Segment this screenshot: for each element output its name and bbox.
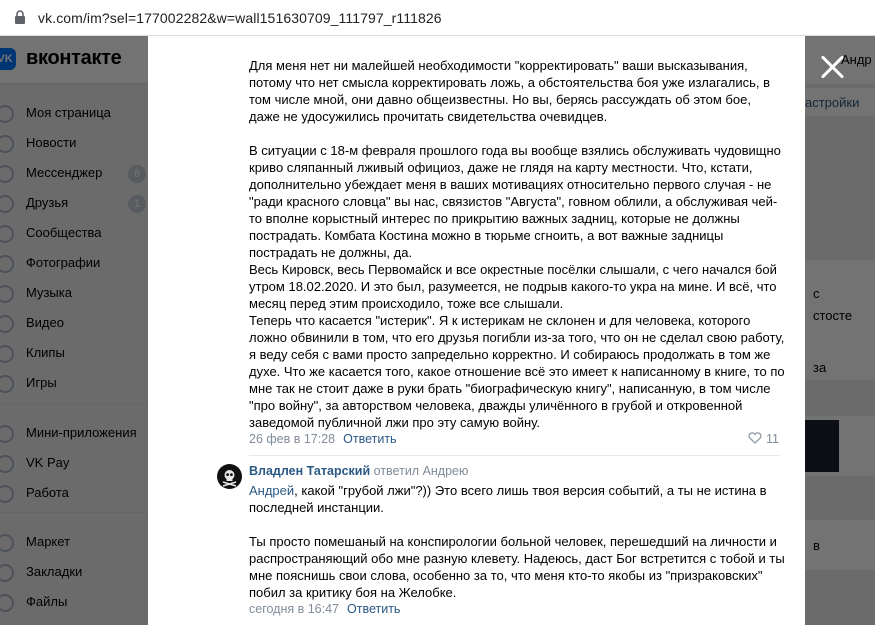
comment-body [249, 57, 785, 431]
post-modal [148, 36, 805, 625]
reply-meta [249, 602, 400, 616]
reply-button[interactable]: Ответить [343, 432, 397, 446]
comment-meta [249, 432, 397, 446]
comment-divider [249, 455, 780, 456]
heart-icon [748, 432, 762, 444]
reply-paragraph [249, 482, 785, 516]
skull-icon [217, 464, 242, 489]
reply-date[interactable]: сегодня в 16:47 [249, 602, 339, 616]
reply-button[interactable]: Ответить [347, 602, 401, 616]
comment-paragraph: В ситуации с 18-м февраля прошлого года вы вообще взялись обслуживать чудовищно криво сляпанный лживый официоз, даже не глядя на карту местности. Что, кстати, дополнительно убеждает меня в ваших мотивациях относительно первого случая - не "ради красного словца" вы нас, связистов "Августа", говном облили, а обслуживая чей-то вполне корыстный интерес по прикрытию важных задниц, которые не должны пострадать. Комбата Костина можно в тюрьме сгноить, а вот важные задницы пострадать не должны, да. Весь Кировск, весь Первомайск и все окрестные посёлки слышали, с чего начался бой утром 18.02.2020. И это был, разумеется, не подрыв какого-то укра на мине. И всё, что месяц перед этим происходило, тоже все слышали. Теперь что касается "истерик". Я к истерикам не склонен и для человека, которого ложно обвинили в том, что его друзья погибли из-за того, что он не сделал свою работу, я веду себя с вами просто запредельно корректно. И собираюсь продолжать в том же духе. Что же касается того, какое отношение всё это имеет к написанному в книге, то по мне так не стоит даже в руки брать "биографическую книгу", написанную, в том числе "про войну", за авторством человека, дважды уличённого в грубой и откровенной заведомой публичной лжи про эту самую войну. [249, 143, 785, 430]
browser-address-bar[interactable] [0, 0, 875, 36]
reply-author-line [249, 464, 468, 478]
reply-body [249, 482, 785, 601]
close-icon[interactable] [820, 54, 846, 80]
reply-paragraph: Ты просто помешаный на конспирологии больной человек, перешедший на личности и распространяющий обо мне разную клевету. Надеюсь, даст Бог встретится с тобой и ты мне пояснишь свои слова, особенно за то, что меня кто-то якобы из "призраковских" побил за критику боя на Желобке. [249, 534, 785, 600]
reply-text: , какой "грубой лжи"?)) Это всего лишь твоя версия событий, а ты не истина в последней инстанции. [249, 483, 767, 515]
replied-to: ответил Андрею [373, 464, 469, 478]
comment-date[interactable]: 26 фев в 17:28 [249, 432, 336, 446]
mention-link[interactable]: Андрей [249, 483, 295, 498]
url-text[interactable]: vk.com/im?sel=177002282&w=wall151630709_111797_r111826 [38, 10, 442, 26]
comment-paragraph: Для меня нет ни малейшей необходимости "корректировать" ваши высказывания, потому что нет смысла корректировать ложь, а обстоятельства боя уже излагались, в том числе мной, они давно общеизвестны. Но вы, берясь рассуждать об этом бое, даже не удосужились прочитать свидетельства очевидцев. [249, 58, 771, 124]
lock-icon [14, 10, 26, 25]
like-button[interactable] [748, 432, 779, 446]
like-count: 11 [766, 432, 779, 446]
avatar[interactable] [217, 464, 242, 489]
author-name[interactable]: Владлен Татарский [249, 464, 371, 478]
